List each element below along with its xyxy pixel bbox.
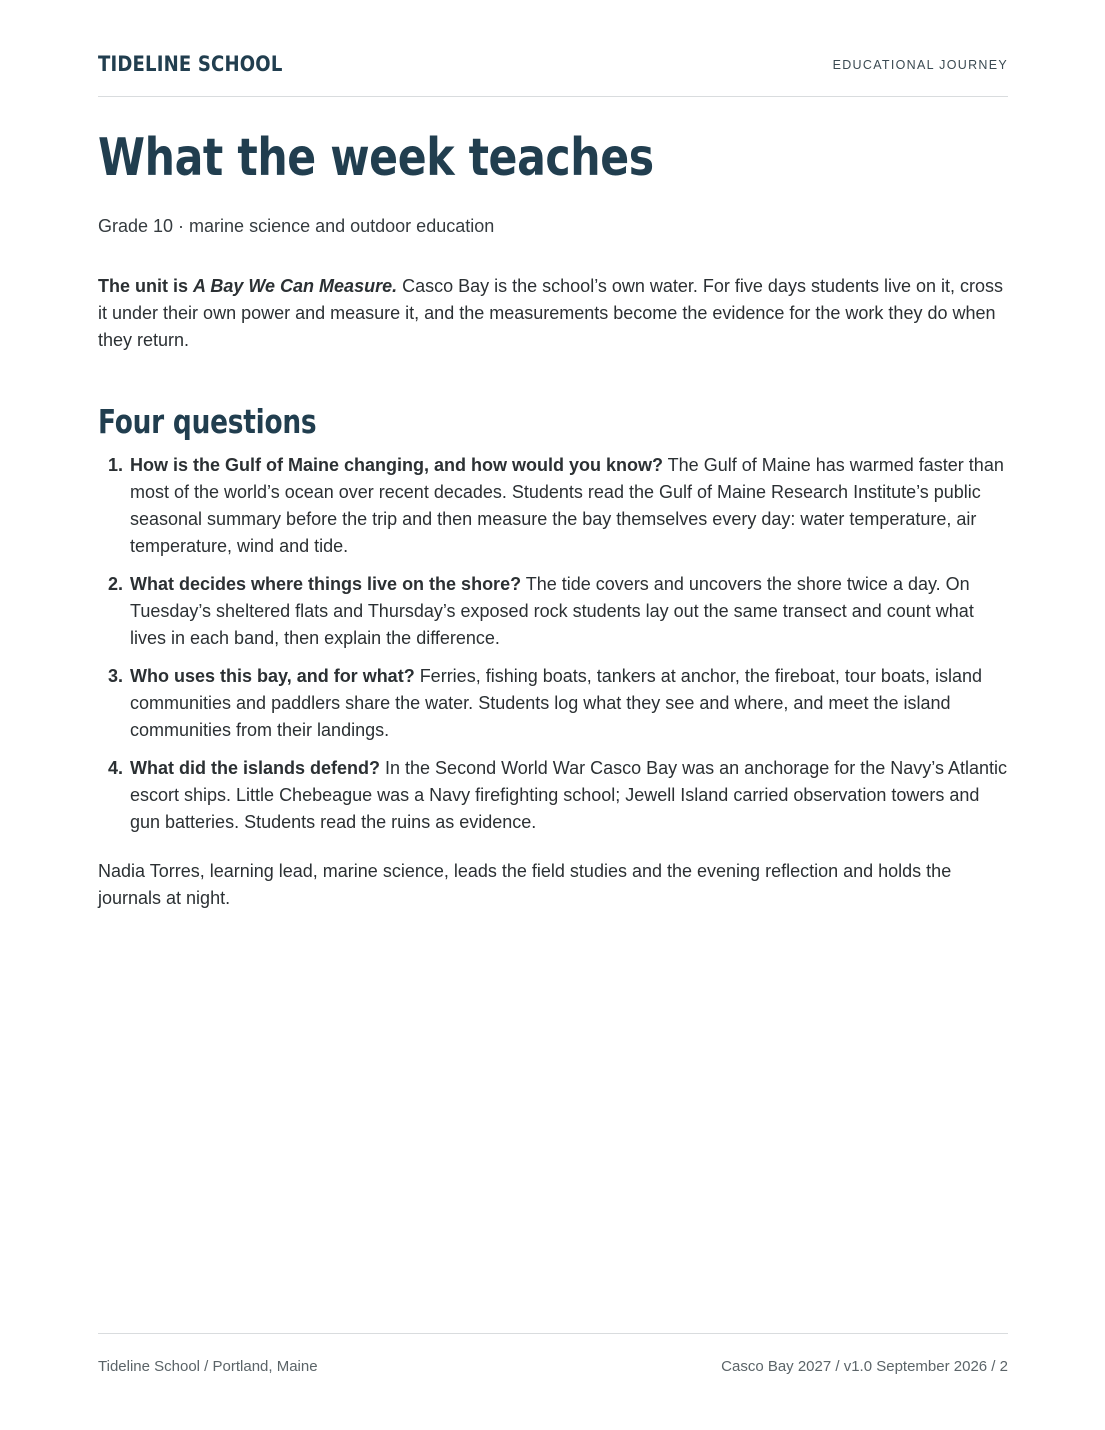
intro-lead [98, 276, 397, 296]
question-number: 2. [108, 574, 124, 594]
question-text: Ferries, fishing boats, tankers at anchor, the fireboat, tour boats, island communities and paddlers share the water. Students log what they see and where, and meet the island communities from their landings. [130, 666, 982, 740]
question-item [98, 663, 1008, 744]
question-item [98, 571, 1008, 652]
page-header [98, 50, 1008, 97]
question-heading: Who uses this bay, and for what? [130, 666, 415, 686]
page-footer [98, 1333, 1008, 1394]
question-heading: What decides where things live on the shore? [130, 574, 522, 594]
question-heading: What did the islands defend? [130, 758, 381, 778]
page-title: What the week teaches [98, 128, 654, 188]
page-subtitle: Grade 10 · marine science and outdoor education [98, 216, 495, 236]
question-item [98, 452, 1008, 560]
closing-paragraph: Nadia Torres, learning lead, marine science, leads the field studies and the evening reflection and holds the journals at night. [98, 861, 952, 908]
question-text: The tide covers and uncovers the shore twice a day. On Tuesday’s sheltered flats and Thursday’s exposed rock students lay out the same transect and count what lives in each band, then explain the difference. [130, 574, 974, 648]
unit-name: A Bay We Can Measure. [193, 276, 398, 296]
question-item [98, 755, 1008, 836]
header-kicker: EDUCATIONAL JOURNEY [832, 58, 1008, 72]
footer-version: Casco Bay 2027 / v1.0 September 2026 / 2 [721, 1358, 1008, 1375]
question-number: 3. [108, 666, 124, 686]
question-text: In the Second World War Casco Bay was an anchorage for the Navy’s Atlantic escort ships. Little Chebeague was a Navy firefighting school; Jewell Island carried observation towers and gun batteries. Students read the ruins as evidence. [130, 758, 1008, 832]
question-heading: How is the Gulf of Maine changing, and how would you know? [130, 455, 663, 475]
intro-lead-text: The unit is [98, 276, 194, 296]
question-number: 1. [108, 455, 124, 475]
document-page [98, 0, 1008, 1430]
section-title: Four questions [98, 402, 317, 441]
footer-location: Tideline School / Portland, Maine [98, 1358, 318, 1375]
intro-text: Casco Bay is the school’s own water. For five days students live on it, cross it under their own power and measure it, and the measurements become the evidence for the work they do when they return. [98, 276, 1004, 350]
school-brand: TIDELINE SCHOOL [98, 52, 283, 76]
questions-list [98, 452, 1008, 847]
question-text: The Gulf of Maine has warmed faster than most of the world’s ocean over recent decades. Students read the Gulf of Maine Research Institute’s public seasonal summary before the trip and then measure the bay themselves every day: water temperature, air temperature, wind and tide. [130, 455, 1004, 556]
intro-paragraph [98, 273, 1008, 354]
question-number: 4. [108, 758, 124, 778]
